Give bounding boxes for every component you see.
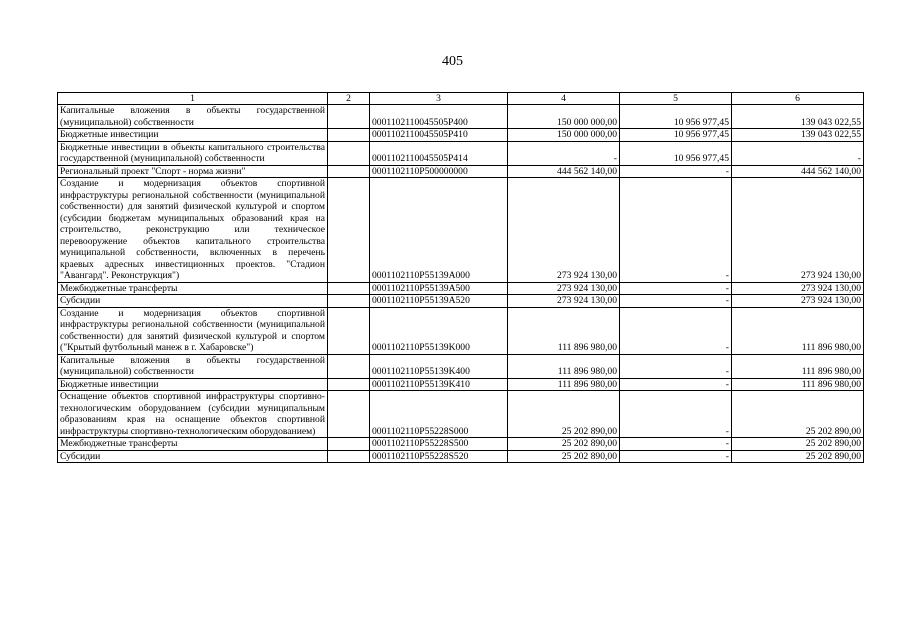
row-value-col6: 25 202 890,00 — [732, 391, 864, 438]
row-name-cell: Бюджетные инвестиции — [58, 378, 328, 391]
row-code2-cell — [328, 438, 370, 451]
row-value-col6: 273 924 130,00 — [732, 178, 864, 283]
row-value-col6: 273 924 130,00 — [732, 282, 864, 295]
row-code-cell: 0001102110P55228S500 — [370, 438, 508, 451]
row-code-cell: 0001102110P55228S000 — [370, 391, 508, 438]
row-value-col6: 139 043 022,55 — [732, 105, 864, 129]
row-code-cell: 0001102110P55139A500 — [370, 282, 508, 295]
table-row — [58, 282, 864, 295]
row-code-cell: 0001102110P55139K400 — [370, 354, 508, 378]
column-header: 4 — [508, 93, 620, 105]
row-value-col5: - — [620, 307, 732, 354]
row-value-col4: 150 000 000,00 — [508, 105, 620, 129]
table-row — [58, 438, 864, 451]
row-value-col6: 111 896 980,00 — [732, 354, 864, 378]
row-name-cell: Создание и модернизация объектов спортивной инфраструктуры региональной собственности (муниципальной собственности) для занятий физической культурой и спортом ("Крытый футбольный манеж в г. Хабаровске") — [58, 307, 328, 354]
row-value-col5: - — [620, 165, 732, 178]
row-value-col5: - — [620, 450, 732, 463]
row-value-col5: 10 956 977,45 — [620, 141, 732, 165]
row-code2-cell — [328, 129, 370, 142]
table-row — [58, 178, 864, 283]
row-code2-cell — [328, 178, 370, 283]
row-value-col4: 273 924 130,00 — [508, 178, 620, 283]
row-name-cell: Оснащение объектов спортивной инфраструктуры спортивно-технологическим оборудованием (субсидии муниципальным образованиям края на оснащение объектов спортивной инфраструктуры спортивно-технологическим оборудованием) — [58, 391, 328, 438]
table-row — [58, 450, 864, 463]
row-code2-cell — [328, 391, 370, 438]
row-name-cell: Капитальные вложения в объекты государственной (муниципальной) собственности — [58, 354, 328, 378]
row-value-col6: 25 202 890,00 — [732, 450, 864, 463]
row-code-cell: 0001102110045505P414 — [370, 141, 508, 165]
row-value-col4: 273 924 130,00 — [508, 282, 620, 295]
row-value-col4: 273 924 130,00 — [508, 295, 620, 308]
row-code-cell: 0001102110P55139A520 — [370, 295, 508, 308]
row-name-cell: Региональный проект "Спорт - норма жизни" — [58, 165, 328, 178]
row-value-col6: 111 896 980,00 — [732, 378, 864, 391]
row-code2-cell — [328, 141, 370, 165]
header-row — [58, 93, 864, 105]
row-code2-cell — [328, 282, 370, 295]
table-row — [58, 141, 864, 165]
row-value-col4: - — [508, 141, 620, 165]
table-row — [58, 354, 864, 378]
row-value-col4: 25 202 890,00 — [508, 450, 620, 463]
budget-table — [57, 92, 864, 463]
table-row — [58, 105, 864, 129]
row-value-col5: - — [620, 295, 732, 308]
column-header: 5 — [620, 93, 732, 105]
column-header: 6 — [732, 93, 864, 105]
row-value-col5: 10 956 977,45 — [620, 129, 732, 142]
row-code2-cell — [328, 354, 370, 378]
row-value-col6: - — [732, 141, 864, 165]
row-code2-cell — [328, 105, 370, 129]
row-value-col6: 444 562 140,00 — [732, 165, 864, 178]
table-row — [58, 378, 864, 391]
row-code2-cell — [328, 450, 370, 463]
table-row — [58, 295, 864, 308]
table-row — [58, 391, 864, 438]
row-name-cell: Бюджетные инвестиции в объекты капитального строительства государственной (муниципальной) собственности — [58, 141, 328, 165]
column-header: 1 — [58, 93, 328, 105]
page-number: 405 — [442, 54, 463, 69]
table-row — [58, 165, 864, 178]
row-value-col4: 444 562 140,00 — [508, 165, 620, 178]
row-code-cell: 0001102110045505P410 — [370, 129, 508, 142]
row-value-col6: 111 896 980,00 — [732, 307, 864, 354]
row-name-cell: Субсидии — [58, 295, 328, 308]
row-name-cell: Бюджетные инвестиции — [58, 129, 328, 142]
row-code-cell: 0001102110P55139A000 — [370, 178, 508, 283]
row-code2-cell — [328, 165, 370, 178]
row-code-cell: 0001102110P55139K410 — [370, 378, 508, 391]
row-name-cell: Создание и модернизация объектов спортивной инфраструктуры региональной собственности (муниципальной собственности) для занятий физической культурой и спортом (субсидии бюджетам муниципальных образований края на строительство, реконструкцию или техническое перевооружение объектов капитального строительства муниципальной собственности, включенных в перечень краевых адресных инвестиционных проектов. "Стадион "Авангард". Реконструкция") — [58, 178, 328, 283]
column-header: 2 — [328, 93, 370, 105]
row-code-cell: 0001102110045505P400 — [370, 105, 508, 129]
row-code2-cell — [328, 307, 370, 354]
row-name-cell: Межбюджетные трансферты — [58, 282, 328, 295]
row-value-col4: 111 896 980,00 — [508, 378, 620, 391]
row-value-col5: - — [620, 438, 732, 451]
table-row — [58, 307, 864, 354]
row-code2-cell — [328, 295, 370, 308]
row-code-cell: 0001102110P55139K000 — [370, 307, 508, 354]
row-code2-cell — [328, 378, 370, 391]
row-value-col5: - — [620, 354, 732, 378]
column-header: 3 — [370, 93, 508, 105]
row-value-col5: 10 956 977,45 — [620, 105, 732, 129]
row-name-cell: Капитальные вложения в объекты государственной (муниципальной) собственности — [58, 105, 328, 129]
row-value-col5: - — [620, 178, 732, 283]
row-value-col4: 150 000 000,00 — [508, 129, 620, 142]
row-value-col6: 139 043 022,55 — [732, 129, 864, 142]
row-value-col5: - — [620, 282, 732, 295]
row-value-col4: 25 202 890,00 — [508, 438, 620, 451]
row-value-col4: 111 896 980,00 — [508, 307, 620, 354]
row-value-col6: 273 924 130,00 — [732, 295, 864, 308]
row-code-cell: 0001102110P500000000 — [370, 165, 508, 178]
row-value-col4: 25 202 890,00 — [508, 391, 620, 438]
row-value-col5: - — [620, 391, 732, 438]
row-name-cell: Межбюджетные трансферты — [58, 438, 328, 451]
table-row — [58, 129, 864, 142]
row-code-cell: 0001102110P55228S520 — [370, 450, 508, 463]
row-name-cell: Субсидии — [58, 450, 328, 463]
row-value-col6: 25 202 890,00 — [732, 438, 864, 451]
row-value-col5: - — [620, 378, 732, 391]
row-value-col4: 111 896 980,00 — [508, 354, 620, 378]
